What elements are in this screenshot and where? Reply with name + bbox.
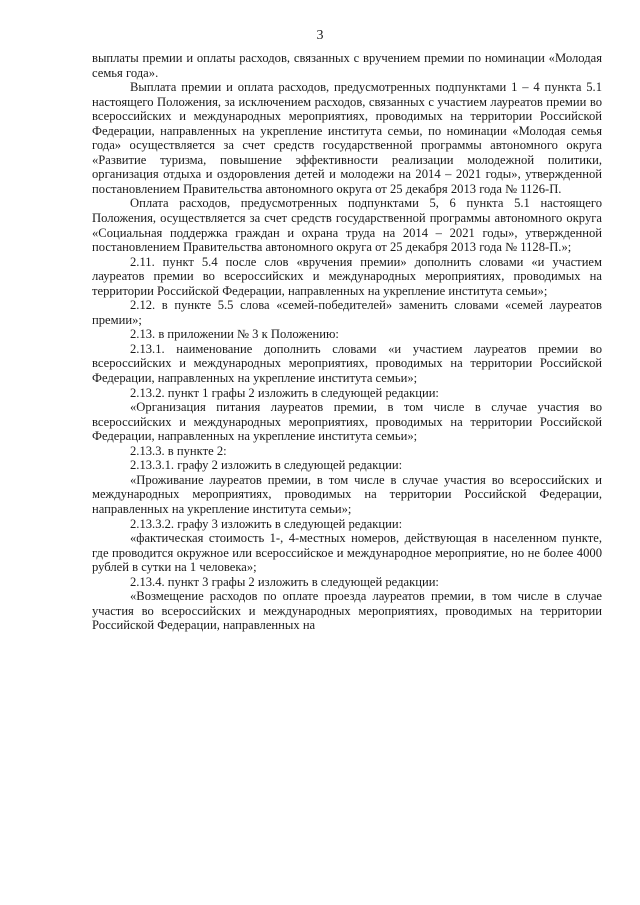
- paragraph: «Проживание лауреатов премии, в том числе в случае участия во всероссийских и международных мероприятиях, проводимых на территории Российской Федерации, направленных на укрепление института семьи»;: [92, 472, 602, 516]
- document-body: [92, 51, 602, 633]
- paragraph: 2.13.4. пункт 3 графы 2 изложить в следующей редакции:: [130, 574, 439, 589]
- paragraph: 2.11. пункт 5.4 после слов «вручения премии» дополнить словами «и участием лауреатов премии во всероссийских и международных мероприятиях, проводимых на территории Российской Федерации, направленных на укрепление института семьи»;: [92, 254, 602, 298]
- paragraph: 2.13. в приложении № 3 к Положению:: [130, 327, 339, 342]
- paragraph: Оплата расходов, предусмотренных подпунктами 5, 6 пункта 5.1 настоящего Положения, осуществляется за счет средств государственной программы автономного округа «Социальная поддержка граждан и охрана труда на 2014 – 2021 годы», утвержденной постановлением Правительства автономного округа от 25 декабря 2013 года № 1128-П.»;: [92, 196, 602, 255]
- paragraph: «фактическая стоимость 1-, 4-местных номеров, действующая в населенном пункте, где проводится окружное или всероссийское и международное мероприятие, но не более 4000 рублей в сутки на 1 человека»;: [92, 531, 602, 575]
- paragraph: 2.13.3. в пункте 2:: [130, 443, 227, 458]
- paragraph: выплаты премии и оплаты расходов, связанных с вручением премии по номинации «Молодая семья года».: [92, 51, 602, 80]
- paragraph: 2.12. в пункте 5.5 слова «семей-победителей» заменить словами «семей лауреатов премии»;: [92, 298, 602, 327]
- paragraph: «Организация питания лауреатов премии, в том числе в случае участия во всероссийских и международных мероприятиях, проводимых на территории Российской Федерации, направленных на укрепление института семьи»;: [92, 400, 602, 444]
- paragraph: «Возмещение расходов по оплате проезда лауреатов премии, в том числе в случае участия во всероссийских и международных мероприятиях, проводимых на территории Российской Федерации, направленных на: [92, 589, 602, 633]
- paragraph: Выплата премии и оплата расходов, предусмотренных подпунктами 1 – 4 пункта 5.1 настоящего Положения, за исключением расходов, связанных с участием лауреатов премии во всероссийских и международных мероприятиях, проводимых на территории Российской Федерации, направленных на укрепление института семьи, по номинации «Молодая семья года» осуществляется за счет средств государственной программы автономного округа «Развитие туризма, повышение эффективности реализации молодежной политики, организация отдыха и оздоровления детей и молодежи на 2014 – 2021 годы», утвержденной постановлением Правительства автономного округа от 25 декабря 2013 года № 1126-П.: [92, 80, 602, 196]
- paragraph: 2.13.1. наименование дополнить словами «и участием лауреатов премии во всероссийских и международных мероприятиях, проводимых на территории Российской Федерации, направленных на укрепление института семьи»;: [92, 341, 602, 386]
- paragraph: 2.13.2. пункт 1 графы 2 изложить в следующей редакции:: [130, 385, 439, 400]
- paragraph: 2.13.3.1. графу 2 изложить в следующей редакции:: [130, 458, 403, 473]
- paragraph: 2.13.3.2. графу 3 изложить в следующей редакции:: [130, 516, 403, 531]
- page-number: 3: [316, 28, 324, 43]
